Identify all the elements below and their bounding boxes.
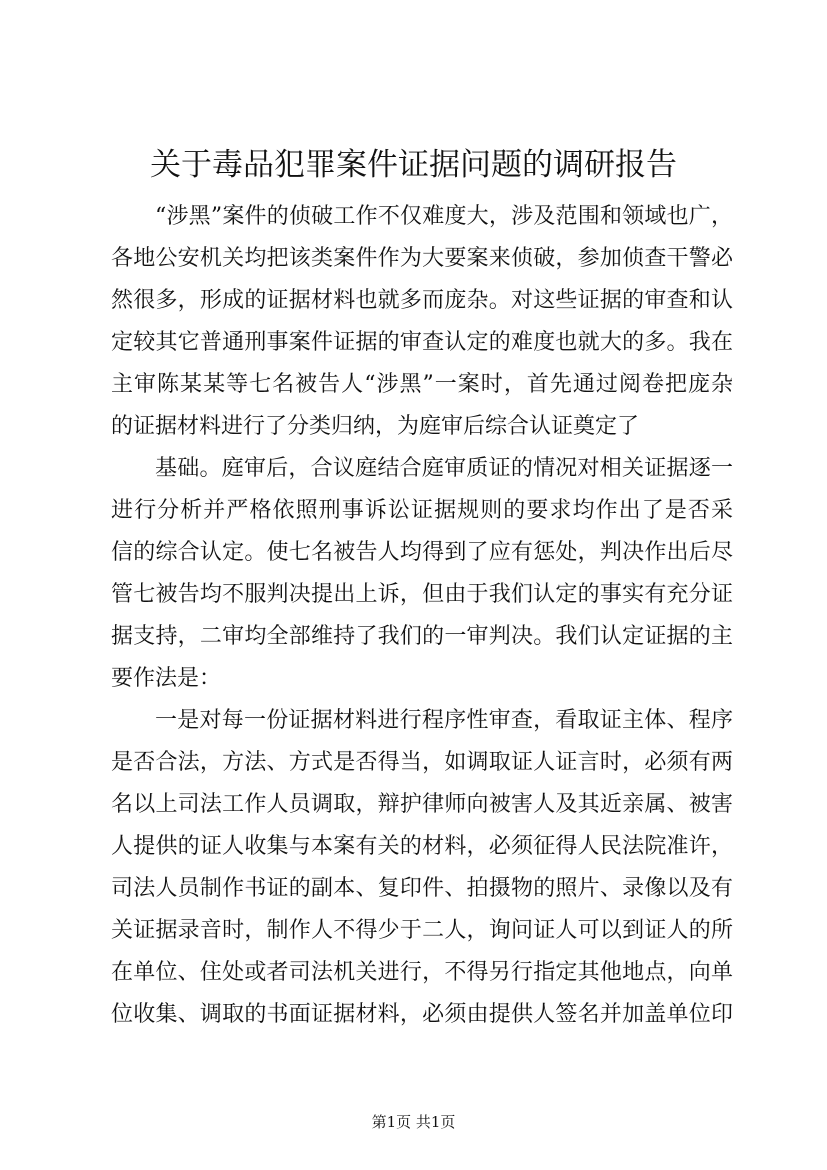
paragraph-line: 人提供的证人收集与本案有关的材料，必须征得人民法院准许， (111, 834, 733, 859)
paragraph-line: 的证据材料进行了分类归纳，为庭审后综合认证奠定了 (111, 414, 640, 439)
paragraph-line: 主审陈某某等七名被告人“涉黑”一案时，首先通过阅卷把庞杂 (111, 372, 733, 397)
paragraph-line: 在单位、住处或者司法机关进行，不得另行指定其他地点，向单 (111, 960, 733, 985)
paragraph-line: 管七被告均不服判决提出上诉，但由于我们认定的事实有充分证 (111, 582, 733, 607)
paragraph-line: 位收集、调取的书面证据材料，必须由提供人签名并加盖单位印 (111, 1002, 733, 1027)
paragraph-line: 要作法是： (111, 666, 222, 691)
paragraph-line: 定较其它普通刑事案件证据的审查认定的难度也就大的多。我在 (111, 330, 733, 355)
paragraph-line: 名以上司法工作人员调取，辩护律师向被害人及其近亲属、被害 (111, 792, 733, 817)
paragraph-line: 各地公安机关均把该类案件作为大要案来侦破，参加侦查干警必 (111, 246, 733, 271)
paragraph-line: 信的综合认定。使七名被告人均得到了应有惩处，判决作出后尽 (111, 540, 733, 565)
paragraph-line: 一是对每一份证据材料进行程序性审查，看取证主体、程序 (155, 708, 733, 733)
paragraph-line: 据支持，二审均全部维持了我们的一审判决。我们认定证据的主 (111, 624, 733, 649)
paragraph-line: “涉黑”案件的侦破工作不仅难度大，涉及范围和领域也广， (155, 204, 733, 229)
paragraph-line: 基础。庭审后，合议庭结合庭审质证的情况对相关证据逐一 (155, 456, 733, 481)
document-title: 关于毒品犯罪案件证据问题的调研报告 (150, 147, 677, 183)
paragraph-line: 司法人员制作书证的副本、复印件、拍摄物的照片、录像以及有 (111, 876, 733, 901)
paragraph-line: 关证据录音时，制作人不得少于二人，询问证人可以到证人的所 (111, 918, 733, 943)
paragraph-line: 然很多，形成的证据材料也就多而庞杂。对这些证据的审查和认 (111, 288, 733, 313)
page-footer: 第1页 共1页 (371, 1113, 456, 1131)
paragraph-line: 进行分析并严格依照刑事诉讼证据规则的要求均作出了是否采 (111, 498, 733, 523)
paragraph-line: 是否合法，方法、方式是否得当，如调取证人证言时，必须有两 (111, 750, 733, 775)
